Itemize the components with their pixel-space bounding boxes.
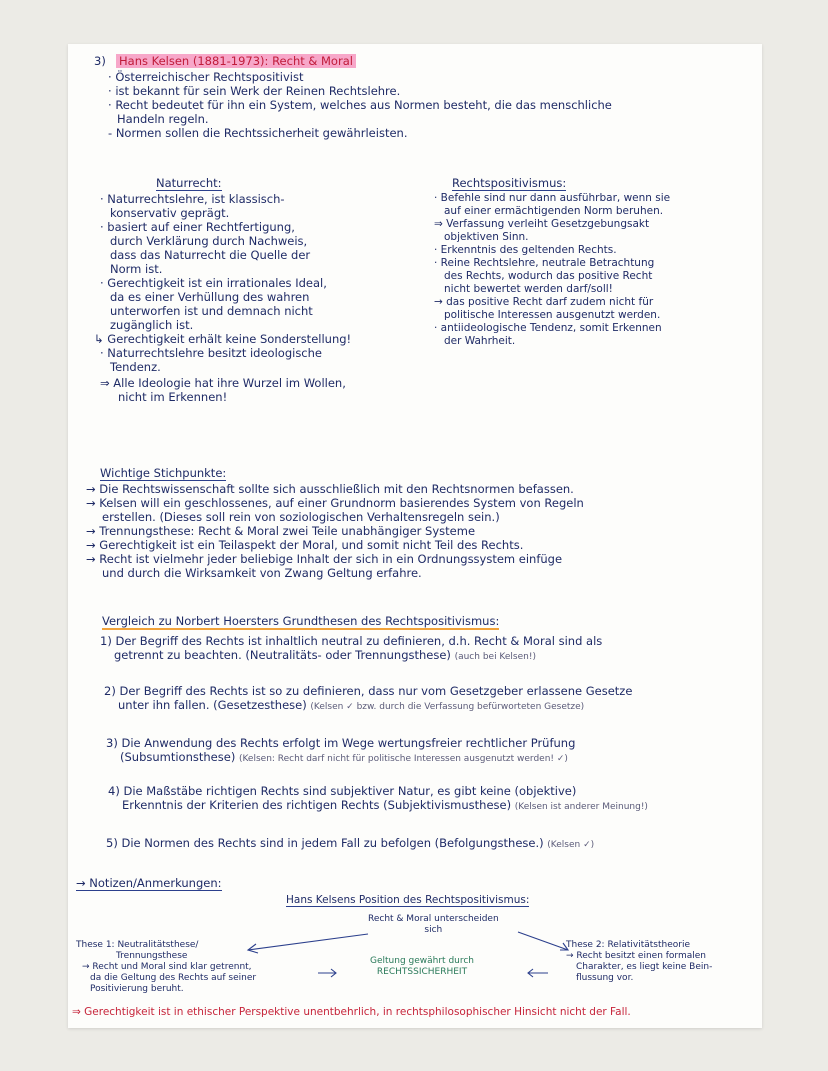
section-number: 3) [94,54,106,68]
conclusion: ⇒ Gerechtigkeit ist in ethischer Perspektive unentbehrlich, in rechtsphilosophischer Hinsicht nicht der Fall. [72,1006,631,1018]
rp-line: objektiven Sinn. [444,231,529,243]
naturrecht-line: zugänglich ist. [110,318,194,332]
these-1-title: These 1: Neutralitätsthese/ [76,940,199,950]
these-1-subtitle: Trennungsthese [116,951,188,961]
naturrecht-line: Tendenz. [110,360,161,374]
stichpunkt-line: → Gerechtigkeit ist ein Teilaspekt der Moral, und somit nicht Teil des Rechts. [86,538,524,552]
naturrecht-line: konservativ geprägt. [110,206,230,220]
naturrecht-line: dass das Naturrecht die Quelle der [110,248,311,262]
naturrecht-heading: Naturrecht: [156,176,222,190]
these-3-note: (Kelsen: Recht darf nicht für politische Interessen ausgenutzt werden! ✓) [238,754,568,764]
these-2-line: flussung vor. [576,973,634,983]
rechtspositivismus-list [434,192,670,348]
naturrecht-line: unterworfen ist und demnach nicht [110,304,313,318]
bullet-3-cont: Handeln regeln. [117,112,209,126]
naturrecht-line: · Gerechtigkeit ist ein irrationales Ideal, [100,276,327,290]
these-2-line: Charakter, es liegt keine Bein- [576,962,713,972]
naturrecht-line: ⇒ Alle Ideologie hat ihre Wurzel im Wollen, [100,376,346,390]
these-3 [106,736,575,765]
these-5-note: (Kelsen ✓) [547,840,595,850]
these-1-line: da die Geltung des Rechts auf seiner [90,973,257,983]
naturrecht-list [94,192,352,404]
these-4-line-a: 4) Die Maßstäbe richtigen Rechts sind subjektiver Natur, es gibt keine (objektive) [108,784,577,798]
arrow-to-these2 [518,932,568,950]
these-1-line-a: 1) Der Begriff des Rechts ist inhaltlich neutral zu definieren, d.h. Recht & Moral sind als [100,634,603,648]
rp-line: auf einer ermächtigenden Norm beruhen. [444,205,664,217]
naturrecht-line: · Naturrechtslehre besitzt ideologische [100,346,322,360]
rp-line: · Befehle sind nur dann ausführbar, wenn sie [434,192,671,204]
naturrecht-line: ↳ Gerechtigkeit erhält keine Sonderstellung! [94,332,352,346]
rp-line: · Reine Rechtslehre, neutrale Betrachtung [434,257,655,269]
stichpunkt-line: → Die Rechtswissenschaft sollte sich ausschließlich mit den Rechtsnormen befassen. [86,482,574,496]
these-4 [108,784,648,813]
section-bullets [108,70,612,140]
stichpunkte-heading: Wichtige Stichpunkte: [100,466,227,480]
these-4-note: (Kelsen ist anderer Meinung!) [514,802,648,812]
naturrecht-line: durch Verklärung durch Nachweis, [110,234,308,248]
section-title-text: Hans Kelsen (1881-1973): Recht & Moral [116,54,356,68]
stichpunkte-list [86,482,584,580]
these-2-line-a: 2) Der Begriff des Rechts ist so zu definieren, dass nur vom Gesetzgeber erlassene Gesetze [104,684,633,698]
these-2-box [566,940,712,984]
rp-line: → das positive Recht darf zudem nicht für [434,296,654,308]
these-1-note: (auch bei Kelsen!) [454,652,536,662]
these-1 [100,634,602,663]
these-2-note: (Kelsen ✓ bzw. durch die Verfassung befürworteten Gesetze) [310,702,585,712]
these-5: 5) Die Normen des Rechts sind in jedem Fall zu befolgen (Befolgungsthese.) (Kelsen ✓) [106,836,595,850]
these-1-line-b: getrennt zu beachten. (Neutralitäts- oder Trennungsthese) (auch bei Kelsen!) [114,648,536,662]
these-2-title: These 2: Relativitätstheorie [566,940,690,950]
section-title [116,54,356,68]
bullet-1: · Österreichischer Rechtspositivist [108,70,304,84]
diagram-center-mid: Geltung gewährt durch RECHTSSICHERHEIT [370,956,475,977]
rp-line: politische Interessen ausgenutzt werden. [444,309,661,321]
stichpunkt-line: → Recht ist vielmehr jeder beliebige Inhalt der sich in ein Ordnungssystem einfüge [86,552,563,566]
notebook-page [68,44,762,1028]
arrow-to-these1 [248,934,368,950]
these-1-line: → Recht und Moral sind klar getrennt, [82,962,252,972]
rp-line: des Rechts, wodurch das positive Recht [444,270,653,282]
bullet-4: - Normen sollen die Rechtssicherheit gewährleisten. [108,126,408,140]
these-1-box [76,940,256,995]
rp-line: · Erkenntnis des geltenden Rechts. [434,244,617,256]
bullet-2: · ist bekannt für sein Werk der Reinen Rechtslehre. [108,84,401,98]
notizen-heading: → Notizen/Anmerkungen: [76,876,222,890]
rp-line: · antiideologische Tendenz, somit Erkennen [434,322,662,334]
naturrecht-line: nicht im Erkennen! [118,390,228,404]
diagram-center-top: Recht & Moral unterscheiden sich [368,914,499,935]
naturrecht-line: · Naturrechtslehre, ist klassisch- [100,192,285,206]
rp-line: der Wahrheit. [444,335,516,347]
rp-line: nicht bewertet werden darf/soll! [444,283,613,295]
diagram-title: Hans Kelsens Position des Rechtspositivismus: [286,894,530,906]
rechtspositivismus-heading: Rechtspositivismus: [452,176,567,190]
these-2-line: → Recht besitzt einen formalen [566,951,706,961]
these-3-line-b: (Subsumtionsthese) (Kelsen: Recht darf nicht für politische Interessen ausgenutzt werden! ✓) [120,750,568,764]
naturrecht-line: da es einer Verhüllung des wahren [110,290,310,304]
bullet-3: · Recht bedeutet für ihn ein System, welches aus Normen besteht, die das menschliche [108,98,612,112]
stichpunkt-line: erstellen. (Dieses soll rein von soziologischen Verhaltensregeln sein.) [102,510,500,524]
naturrecht-line: · basiert auf einer Rechtfertigung, [100,220,295,234]
these-2 [104,684,632,713]
these-2-line-b: unter ihn fallen. (Gesetzesthese) (Kelsen ✓ bzw. durch die Verfassung befürworteten Gesetze) [118,698,585,712]
rp-line: ⇒ Verfassung verleiht Gesetzgebungsakt [434,218,650,230]
stichpunkt-line: → Trennungsthese: Recht & Moral zwei Teile unabhängiger Systeme [86,524,476,538]
stichpunkt-line: → Kelsen will ein geschlossenes, auf einer Grundnorm basierendes System von Regeln [86,496,584,510]
these-1-line: Positivierung beruht. [90,984,184,994]
these-4-line-b: Erkenntnis der Kriterien des richtigen Rechts (Subjektivismusthese) (Kelsen ist anderer Meinung!) [122,798,648,812]
vergleich-heading: Vergleich zu Norbert Hoersters Grundthesen des Rechtspositivismus: [102,614,500,628]
stichpunkt-line: und durch die Wirksamkeit von Zwang Geltung erfahre. [102,566,422,580]
naturrecht-line: Norm ist. [110,262,163,276]
these-3-line-a: 3) Die Anwendung des Rechts erfolgt im Wege wertungsfreier rechtlicher Prüfung [106,736,576,750]
